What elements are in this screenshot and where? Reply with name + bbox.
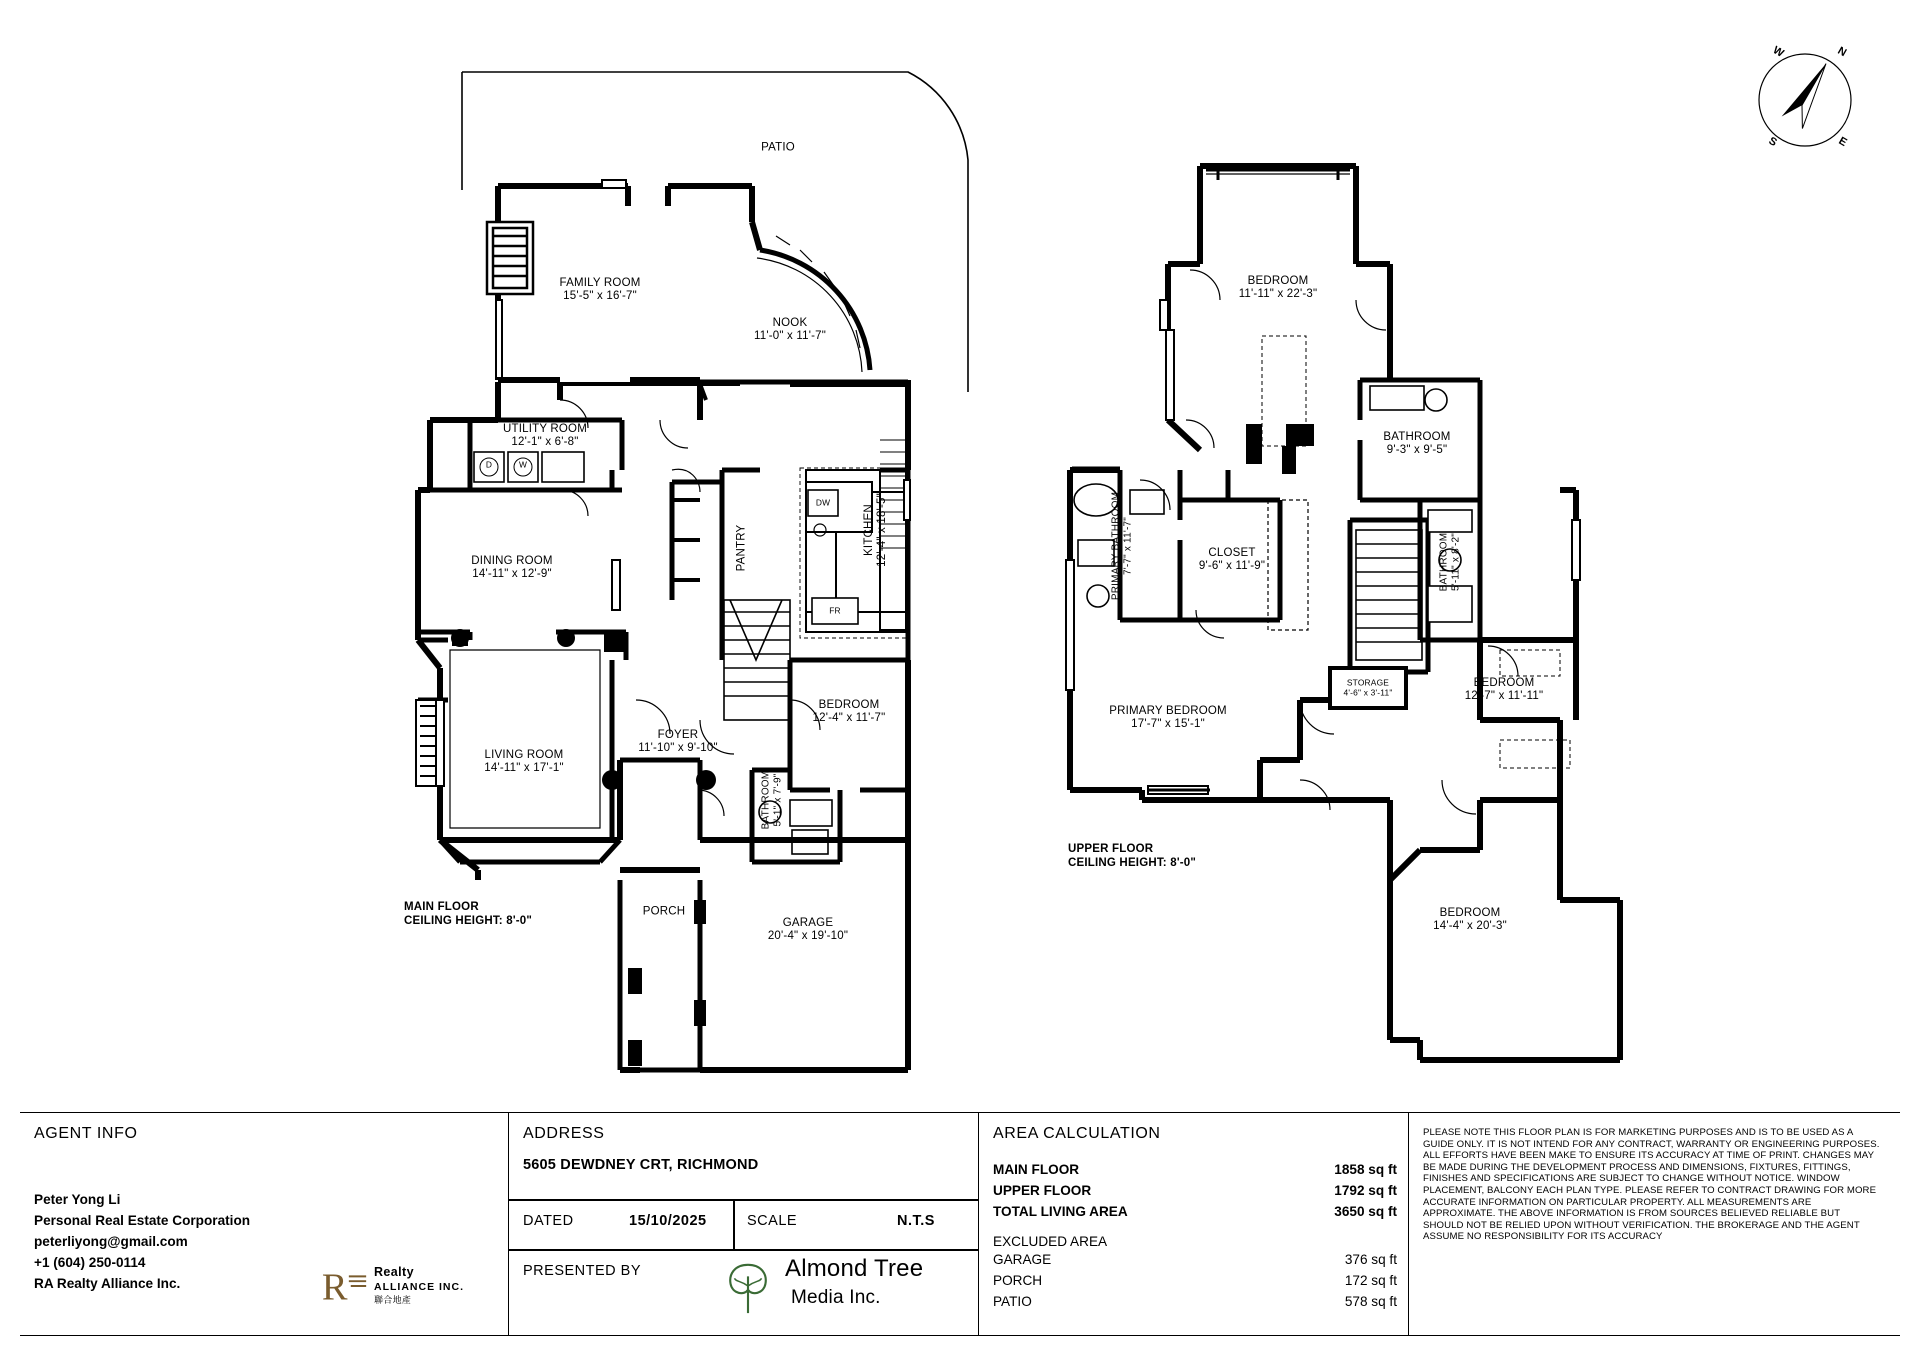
room-label-bedroom-upper-2: BEDROOM 12'-7" x 11'-11" (1464, 677, 1544, 702)
room-label-garage: GARAGE 20'-4" x 19'-10" (767, 917, 849, 942)
room-label-bathroom-upper-2: BATHROOM 5'-11" x 8'-2" (1438, 532, 1461, 592)
agent-info-column (20, 1113, 508, 1335)
agent-info-heading: AGENT INFO (34, 1125, 138, 1142)
room-label-family-room: FAMILY ROOM 15'-5" x 16'-7" (559, 277, 641, 302)
room-label-dining-room: DINING ROOM 14'-11" x 12'-9" (471, 555, 553, 580)
scale-value: N.T.S (897, 1213, 935, 1229)
room-label-primary-bathroom: PRIMARY BATHROOM 7'-7" x 11'-7" (1110, 491, 1133, 601)
room-label-nook: NOOK 11'-0" x 11'-7" (753, 317, 827, 342)
compass-north-label: N (1835, 44, 1849, 60)
agent-details (34, 1189, 250, 1294)
room-label-porch: PORCH (642, 905, 686, 918)
appliance-washer-label: W (518, 459, 528, 470)
room-label-bedroom-upper-1: BEDROOM 11'-11" x 22'-3" (1238, 275, 1318, 300)
presented-by-label: PRESENTED BY (523, 1263, 641, 1279)
address-heading: ADDRESS (523, 1125, 605, 1142)
almond-tree-name: Almond Tree (785, 1255, 924, 1282)
area-table (993, 1159, 1397, 1312)
room-label-pantry: PANTRY (735, 524, 748, 572)
excluded-row-porch: PORCH 172 sq ft (993, 1273, 1397, 1288)
main-floor-ceiling-note: MAIN FLOOR CEILING HEIGHT: 8'-0" (404, 901, 533, 927)
realty-logo-subtext: 聯合地產 (374, 1295, 412, 1305)
appliance-dryer-label: D (485, 459, 493, 470)
property-address: 5605 DEWDNEY CRT, RICHMOND (523, 1157, 759, 1173)
agent-phone[interactable]: +1 (604) 250-0114 (34, 1255, 146, 1270)
appliance-dishwasher-label: DW (815, 497, 831, 508)
room-label-foyer: FOYER 11'-10" x 9'-10" (638, 729, 718, 754)
room-label-bedroom-upper-3: BEDROOM 14'-4" x 20'-3" (1433, 907, 1507, 932)
room-label-living-room: LIVING ROOM 14'-11" x 17'-1" (484, 749, 564, 774)
room-label-bathroom-upper-1: BATHROOM 9'-3" x 9'-5" (1383, 431, 1451, 456)
area-row-upper-floor: UPPER FLOOR 1792 sq ft (993, 1183, 1397, 1198)
address-column (508, 1113, 978, 1335)
area-row-main-floor: MAIN FLOOR 1858 sq ft (993, 1162, 1397, 1177)
upper-floor-ceiling-note: UPPER FLOOR CEILING HEIGHT: 8'-0" (1068, 843, 1197, 869)
room-label-storage: STORAGE 4'-6" x 3'-11" (1343, 677, 1393, 697)
realty-alliance-logo (320, 1261, 500, 1313)
room-label-utility-room: UTILITY ROOM 12'-1" x 6'-8" (503, 423, 587, 448)
area-calculation-heading: AREA CALCULATION (993, 1125, 1161, 1142)
info-bar (20, 1112, 1900, 1336)
compass-rose (1745, 40, 1865, 160)
almond-tree-media-logo (719, 1253, 969, 1325)
agent-title: Personal Real Estate Corporation (34, 1213, 251, 1228)
excluded-row-garage: GARAGE 376 sq ft (993, 1252, 1397, 1267)
room-label-bedroom-main: BEDROOM 12'-4" x 11'-7" (812, 699, 886, 724)
compass-south-label: S (1766, 134, 1779, 150)
agent-name: Peter Yong Li (34, 1192, 121, 1207)
area-row-total-living: TOTAL LIVING AREA 3650 sq ft (993, 1204, 1397, 1219)
room-label-closet: CLOSET 9'-6" x 11'-9" (1198, 547, 1266, 572)
dated-value: 15/10/2025 (629, 1213, 707, 1229)
disclaimer-column (1408, 1113, 1900, 1335)
realty-logo-text: Realty ALLIANCE INC. (374, 1265, 464, 1293)
excluded-area-heading: EXCLUDED AREA (993, 1234, 1108, 1249)
agent-email[interactable]: peterliyong@gmail.com (34, 1234, 188, 1249)
almond-tree-sub: Media Inc. (791, 1287, 881, 1308)
agent-company: RA Realty Alliance Inc. (34, 1276, 181, 1291)
divider (733, 1199, 735, 1249)
room-label-bathroom-main: BATHROOM 5'-1" x 7'-9" (760, 770, 783, 830)
room-label-patio: PATIO (761, 141, 795, 154)
dated-label: DATED (523, 1213, 574, 1229)
excluded-row-patio: PATIO 578 sq ft (993, 1294, 1397, 1309)
svg-text:R: R (321, 1266, 348, 1309)
compass-east-label: E (1836, 134, 1849, 150)
divider (509, 1249, 979, 1251)
area-calculation-column (978, 1113, 1408, 1335)
compass-west-label: W (1770, 44, 1786, 60)
appliance-fridge-label: FR (829, 605, 841, 616)
room-label-primary-bedroom: PRIMARY BEDROOM 17'-7" x 15'-1" (1109, 705, 1227, 730)
room-label-kitchen: KITCHEN 12'-4" x 18'-5" (863, 493, 888, 567)
scale-label: SCALE (747, 1213, 798, 1229)
disclaimer-text: PLEASE NOTE THIS FLOOR PLAN IS FOR MARKETING PURPOSES AND IS TO BE USED AS A GUIDE ONLY. IT IS NOT INTEND FOR ANY CONTRACT, WARRANTY OR ENGINEERING PURPOSES. ALL EFFORTS HAVE BEEN MAKE TO ENSURE ITS ACCURACY AT TIME OF PRINT. CHANGES MAY BE MADE DURING THE DEVELOPMENT PROCESS AND DIMENSIONS, FIXTURES, FITTINGS, FINISHES AND SPECIFICATIONS ARE SUBJECT TO CHANGE WITHOUT NOTICE. WINDOW PLACEMENT, BALCONY EACH PLAN TYPE. PLEASE REFER TO CONTRACT DRAWING FOR MORE ACCURATE INFORMATION ON PARTICULAR PROPERTY. ALL MEASUREMENTS ARE APPROXIMATE. THE ABOVE INFORMATION IS FROM SOURCES BELIEVED RELIABLE BUT SHOULD NOT BE RELIED UPON WITHOUT VERIFICATION. THE BROKERAGE AND THE AGENT ASSUME NO RESPONSIBILITY FOR ITS ACCURACY (1423, 1127, 1880, 1243)
divider (509, 1199, 979, 1201)
